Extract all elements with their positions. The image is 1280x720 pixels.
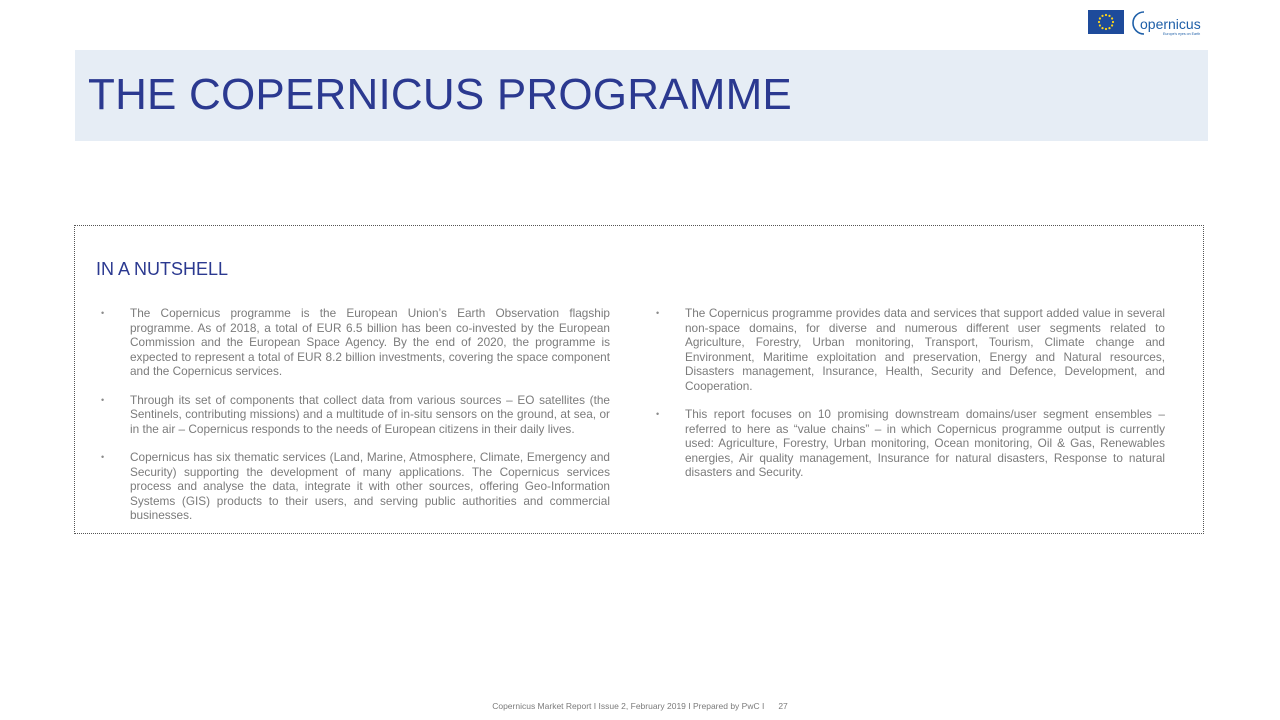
bullet-item [101, 450, 610, 523]
bullet-icon: • [101, 394, 105, 405]
bullet-text: Through its set of components that collect data from various sources – EO satellites (the Sentinels, contributing missions) and a multitude of in-situ sensors on the ground, at sea, or in the air – Copernicus responds to the needs of European citizens in their daily lives. [130, 392, 610, 436]
nutshell-box [74, 225, 1204, 534]
title-band [75, 50, 1208, 141]
page-title: THE COPERNICUS PROGRAMME [88, 70, 792, 119]
bullet-item [656, 306, 1165, 393]
right-bullet-list [656, 306, 1165, 494]
copernicus-tagline: Europe's eyes on Earth [1163, 32, 1201, 36]
bullet-icon: • [101, 452, 105, 462]
copernicus-wordmark: opernicus [1140, 16, 1201, 32]
bullet-icon: • [656, 409, 660, 419]
page-number: 27 [778, 701, 788, 711]
page-footer [0, 701, 1280, 711]
bullet-text: The Copernicus programme provides data and services that support added value in several non-space domains, for diverse and numerous different user segments related to Agriculture, Forestry, Urban monitoring, Transport, Tourism, Climate change and Environment, Maritime exploitation and preservation, Energy and Natural resources, Disasters management, Insurance, Health, Security and Defence, Development, and Cooperation. [685, 306, 1165, 393]
bullet-item [101, 392, 610, 437]
bullet-item [656, 407, 1165, 480]
bullet-text: The Copernicus programme is the European Union’s Earth Observation flagship programme. As of 2018, a total of EUR 6.5 billion has been co-invested by the European Commission and the European Space Agency. By the end of 2020, the programme is expected to represent a total of EUR 8.2 billion investments, covering the space component and the Copernicus services. [130, 306, 610, 378]
copernicus-logo [1088, 9, 1204, 37]
bullet-item [101, 306, 610, 379]
left-bullet-list [101, 306, 610, 537]
bullet-text: Copernicus has six thematic services (Land, Marine, Atmosphere, Climate, Emergency and Security) supporting the development of many applications. The Copernicus services process and analyse the data, integrate it with other sources, offering Geo-Information Systems (GIS) products to their users, and serving public authorities and commercial businesses. [130, 450, 610, 522]
bullet-text: This report focuses on 10 promising downstream domains/user segment ensembles – referred to here as “value chains” – in which Copernicus programme output is currently used: Agriculture, Forestry, Urban monitoring, Ocean monitoring, Oil & Gas, Renewables energies, Air quality management, Insurance for natural disasters, Response to natural disasters and Security. [685, 407, 1165, 479]
eu-flag-icon [1088, 10, 1124, 34]
bullet-icon: • [101, 308, 105, 318]
section-heading: IN A NUTSHELL [96, 259, 229, 279]
footer-text: Copernicus Market Report I Issue 2, February 2019 I Prepared by PwC I [492, 701, 765, 711]
bullet-icon: • [656, 308, 660, 318]
